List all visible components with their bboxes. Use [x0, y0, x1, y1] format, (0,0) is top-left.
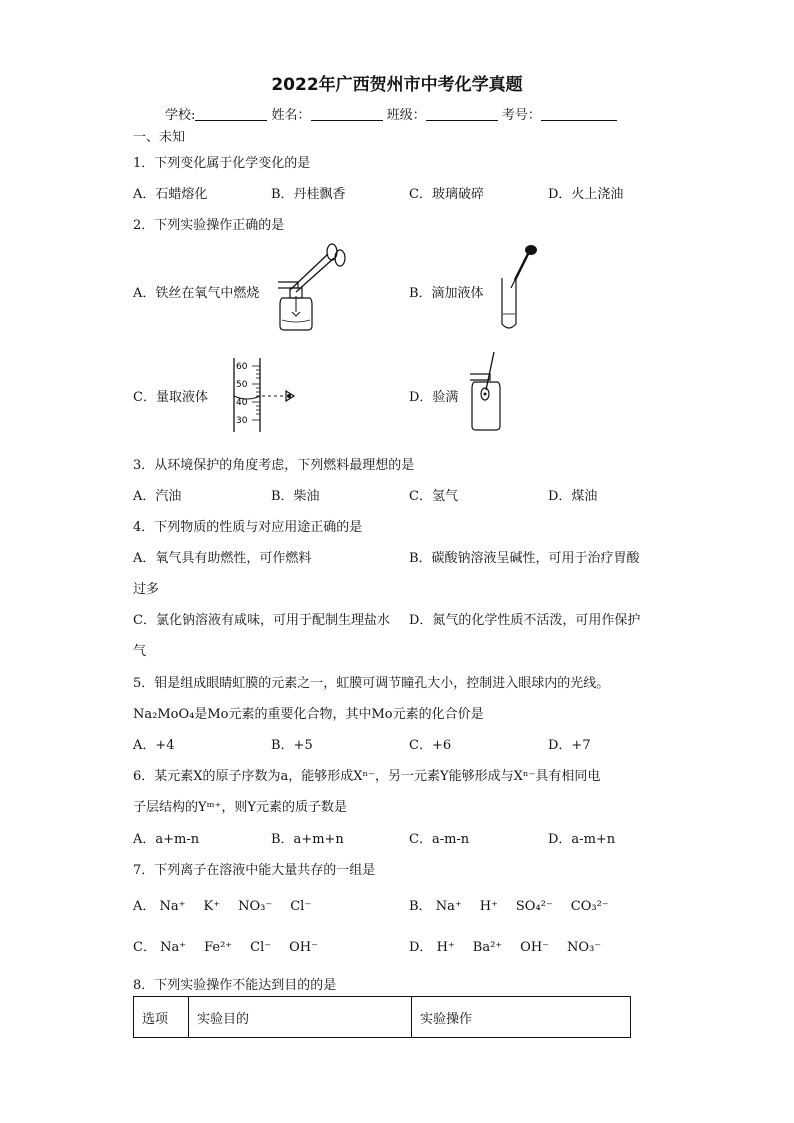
q1-option-a: A．石蜡熔化	[133, 187, 208, 202]
q1-option-b: B．丹桂飘香	[271, 187, 346, 202]
school-label: 学校:	[165, 108, 196, 123]
ion: CO₃²⁻	[570, 899, 609, 914]
q1-option-c: C．玻璃破碎	[409, 187, 484, 202]
ion: H⁺	[436, 940, 455, 955]
cyl-tick-50: 50	[236, 380, 248, 390]
cyl-tick-40: 40	[236, 398, 248, 408]
q3-option-c: C．氢气	[409, 489, 458, 504]
q6-option-c: C．a-m-n	[409, 832, 470, 847]
q5-option-a: A．+4	[133, 738, 175, 753]
table-header-option: 选项	[134, 997, 189, 1038]
class-label: 班级：	[386, 108, 426, 123]
q3-option-b: B．柴油	[271, 489, 320, 504]
school-blank	[195, 108, 267, 121]
ion: SO₄²⁻	[515, 899, 553, 914]
q2-option-a: A．铁丝在氧气中燃烧	[133, 286, 260, 301]
q7-b-label: B．	[409, 899, 432, 914]
q8-stem: 8．下列实验操作不能达到目的的是	[133, 978, 337, 993]
ion: H⁺	[479, 899, 498, 914]
ion: Na⁺	[160, 940, 187, 955]
q4-option-a: A．氧气具有助燃性，可作燃料	[133, 551, 312, 566]
q1-stem: 1．下列变化属于化学变化的是	[133, 156, 311, 171]
name-label: 姓名：	[271, 108, 311, 123]
q3-option-d: D．煤油	[548, 489, 598, 504]
dropper-figure	[495, 240, 545, 335]
q5-stem: 5．钼是组成眼睛虹膜的元素之一，虹膜可调节瞳孔大小，控制进入眼球内的光线。	[133, 676, 610, 691]
exam-no-blank	[541, 108, 617, 121]
q7-option-b	[409, 895, 627, 914]
ion: NO₃⁻	[238, 899, 273, 914]
table-header-operation: 实验操作	[412, 997, 631, 1038]
q4-stem: 4．下列物质的性质与对应用途正确的是	[133, 520, 363, 535]
q4-option-d: D．氮气的化学性质不活泼，可用作保护	[409, 613, 641, 628]
q2-option-d: D．验满	[409, 390, 459, 405]
ion: OH⁻	[520, 940, 550, 955]
q6-option-d: D．a-m+n	[548, 832, 616, 847]
q6-stem-cont: 子层结构的Yᵐ⁺，则Y元素的质子数是	[133, 800, 347, 815]
cyl-tick-60: 60	[236, 362, 248, 372]
q6-stem: 6．某元素X的原子序数为a，能够形成Xⁿ⁻，另一元素Y能够形成与Xⁿ⁻具有相同电	[133, 769, 601, 784]
q7-option-d	[409, 936, 619, 955]
table-header-row	[134, 997, 631, 1038]
header-fields	[165, 104, 617, 123]
iron-wire-burning-figure	[268, 240, 353, 335]
q5-stem-cont	[133, 703, 484, 722]
q7-c-label: C．	[133, 940, 156, 955]
q7-d-label: D．	[409, 940, 433, 955]
q6-option-b: B．a+m+n	[271, 832, 344, 847]
q2-option-b: B．滴加液体	[409, 286, 484, 301]
gas-full-test-figure	[468, 350, 518, 434]
q1-option-d: D．火上浇油	[548, 187, 624, 202]
q7-stem: 7．下列离子在溶液中能大量共存的一组是	[133, 863, 376, 878]
q4-option-b-cont: 过多	[133, 582, 160, 597]
ion: Cl⁻	[250, 940, 272, 955]
q3-stem: 3．从环境保护的角度考虑，下列燃料最理想的是	[133, 458, 415, 473]
ion: Na⁺	[159, 899, 186, 914]
ion: K⁺	[203, 899, 221, 914]
exam-no-label: 考号：	[501, 108, 541, 123]
q5-option-b: B．+5	[271, 738, 313, 753]
q7-a-label: A．	[133, 899, 156, 914]
cyl-tick-30: 30	[236, 416, 248, 426]
q5-option-c: C．+6	[409, 738, 452, 753]
graduated-cylinder-figure	[228, 356, 308, 434]
ion: OH⁻	[289, 940, 318, 955]
q3-option-a: A．汽油	[133, 489, 182, 504]
q5-formula: Na₂MoO₄	[133, 707, 195, 722]
ion: NO₃⁻	[567, 940, 602, 955]
q4-option-d-cont: 气	[133, 644, 147, 659]
q2-stem: 2．下列实验操作正确的是	[133, 218, 285, 233]
page-title: 2022年广西贺州市中考化学真题	[271, 75, 523, 95]
q7-option-c	[133, 936, 336, 955]
q8-table	[133, 996, 631, 1038]
ion: Ba²⁺	[472, 940, 503, 955]
class-blank	[426, 108, 498, 121]
q6-option-a: A．a+m-n	[133, 832, 200, 847]
q4-option-b: B．碳酸钠溶液呈碱性，可用于治疗胃酸	[409, 551, 640, 566]
ion: Cl⁻	[290, 899, 312, 914]
ion: Na⁺	[435, 899, 462, 914]
q4-option-c: C．氯化钠溶液有咸味，可用于配制生理盐水	[133, 613, 390, 628]
q5-option-d: D．+7	[548, 738, 591, 753]
q2-option-c: C．量取液体	[133, 390, 208, 405]
table-header-purpose: 实验目的	[189, 997, 412, 1038]
q7-option-a	[133, 895, 329, 914]
section-heading: 一、未知	[133, 130, 186, 145]
name-blank	[311, 108, 383, 121]
q5-stem-tail: 是Mo元素的重要化合物，其中Mo元素的化合价是	[194, 707, 484, 722]
ion: Fe²⁺	[204, 940, 233, 955]
